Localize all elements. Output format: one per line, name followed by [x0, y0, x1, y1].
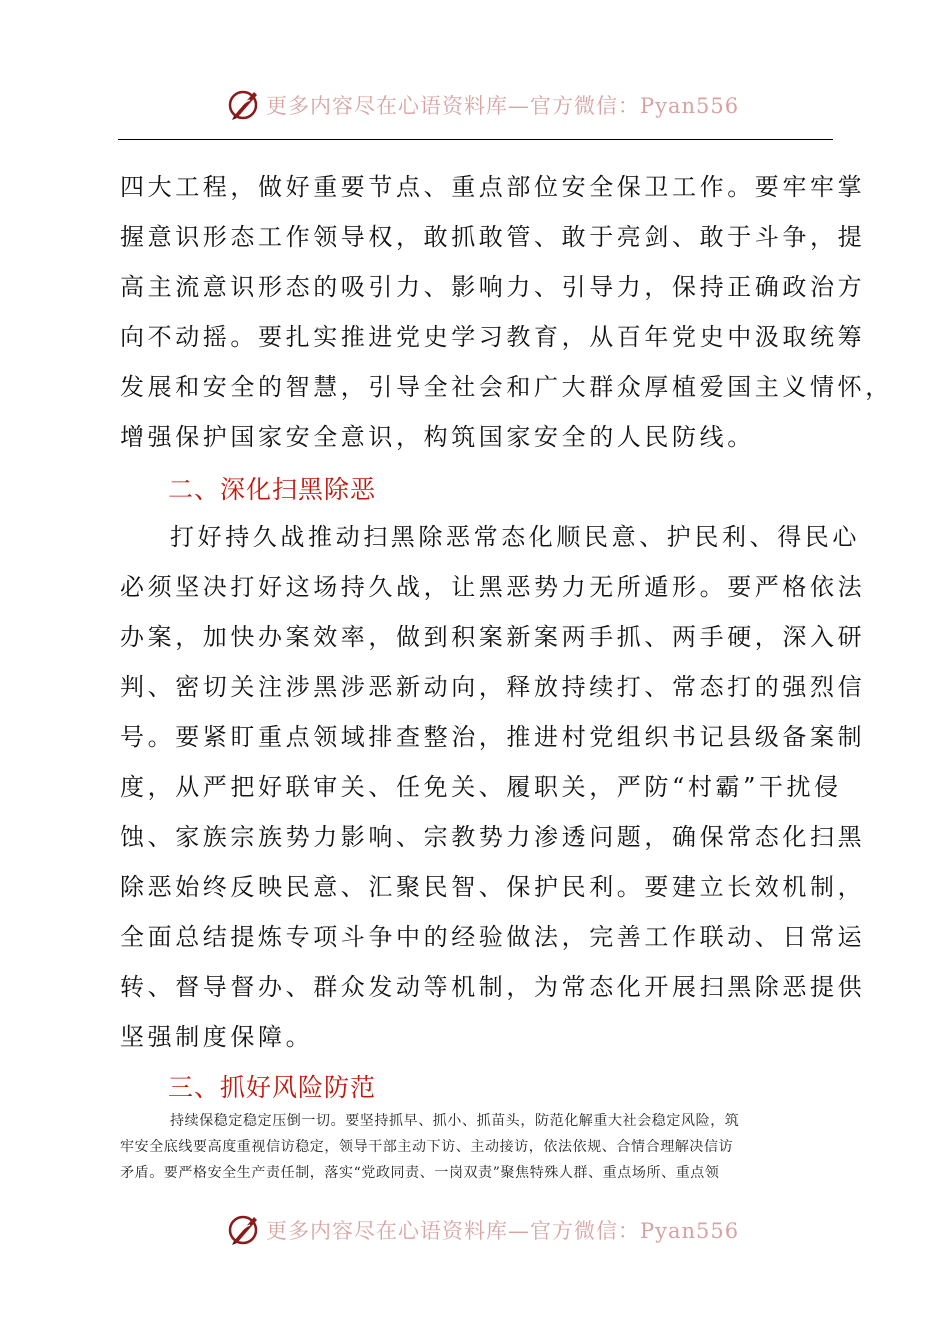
pen-logo-icon — [226, 86, 262, 122]
text-line: 矛盾。要严格安全生产责任制，落实“党政同责、一岗双责”聚焦特殊人群、重点场所、重点领 — [120, 1165, 720, 1181]
watermark-text: 更多内容尽在心语资料库—官方微信：Pyan556 — [266, 1219, 740, 1243]
watermark-banner-bottom — [0, 1205, 950, 1253]
text-line: 蚀、家族宗族势力影响、宗教势力渗透问题，确保常态化扫黑 — [120, 823, 866, 851]
text-line: 判、密切关注涉黑涉恶新动向，释放持续打、常态打的强烈信 — [120, 673, 866, 701]
text-line: 转、督导督办、群众发动等机制，为常态化开展扫黑除恶提供 — [120, 973, 866, 1001]
text-line: 全面总结提炼专项斗争中的经验做法，完善工作联动、日常运 — [120, 923, 866, 951]
section-three-heading: 三、抓好风险防范 — [168, 1073, 377, 1102]
text-line: 持续保稳定稳定压倒一切。要坚持抓早、抓小、抓苗头，防范化解重大社会稳定风险，筑 — [170, 1113, 740, 1129]
pen-logo-icon — [226, 1211, 262, 1247]
text-line: 发展和安全的智慧，引导全社会和广大群众厚植爱国主义情怀， — [120, 373, 893, 401]
section-two-paragraph — [120, 512, 866, 1062]
text-line: 必须坚决打好这场持久战，让黑恶势力无所遁形。要严格依法 — [120, 573, 866, 601]
text-line: 办案，加快办案效率，做到积案新案两手抓、两手硬，深入研 — [120, 623, 866, 651]
text-line: 向不动摇。要扎实推进党史学习教育，从百年党史中汲取统筹 — [120, 323, 866, 351]
text-line: 增强保护国家安全意识，构筑国家安全的人民防线。 — [120, 423, 755, 451]
text-line: 牢安全底线要高度重视信访稳定，领导干部主动下访、主动接访，依法依规、合情合理解决信访 — [120, 1139, 734, 1155]
watermark-text: 更多内容尽在心语资料库—官方微信：Pyan556 — [266, 94, 740, 118]
text-line: 号。要紧盯重点领域排查整治，推进村党组织书记县级备案制 — [120, 723, 866, 751]
header-divider — [118, 139, 833, 140]
text-line: 握意识形态工作领导权，敢抓敢管、敢于亮剑、敢于斗争，提 — [120, 223, 866, 251]
section-one-paragraph — [120, 162, 893, 462]
watermark-banner-top — [0, 80, 950, 128]
text-line: 坚强制度保障。 — [120, 1023, 314, 1051]
text-line: 高主流意识形态的吸引力、影响力、引导力，保持正确政治方 — [120, 273, 866, 301]
text-line: 打好持久战推动扫黑除恶常态化顺民意、护民利、得民心 — [170, 523, 860, 551]
text-line: 度，从严把好联审关、任免关、履职关，严防“村霸”干扰侵 — [120, 773, 842, 801]
text-line: 除恶始终反映民意、汇聚民智、保护民利。要建立长效机制， — [120, 873, 866, 901]
section-two-heading: 二、深化扫黑除恶 — [168, 475, 377, 504]
text-line: 四大工程，做好重要节点、重点部位安全保卫工作。要牢牢掌 — [120, 173, 866, 201]
section-three-paragraph — [120, 1108, 840, 1186]
